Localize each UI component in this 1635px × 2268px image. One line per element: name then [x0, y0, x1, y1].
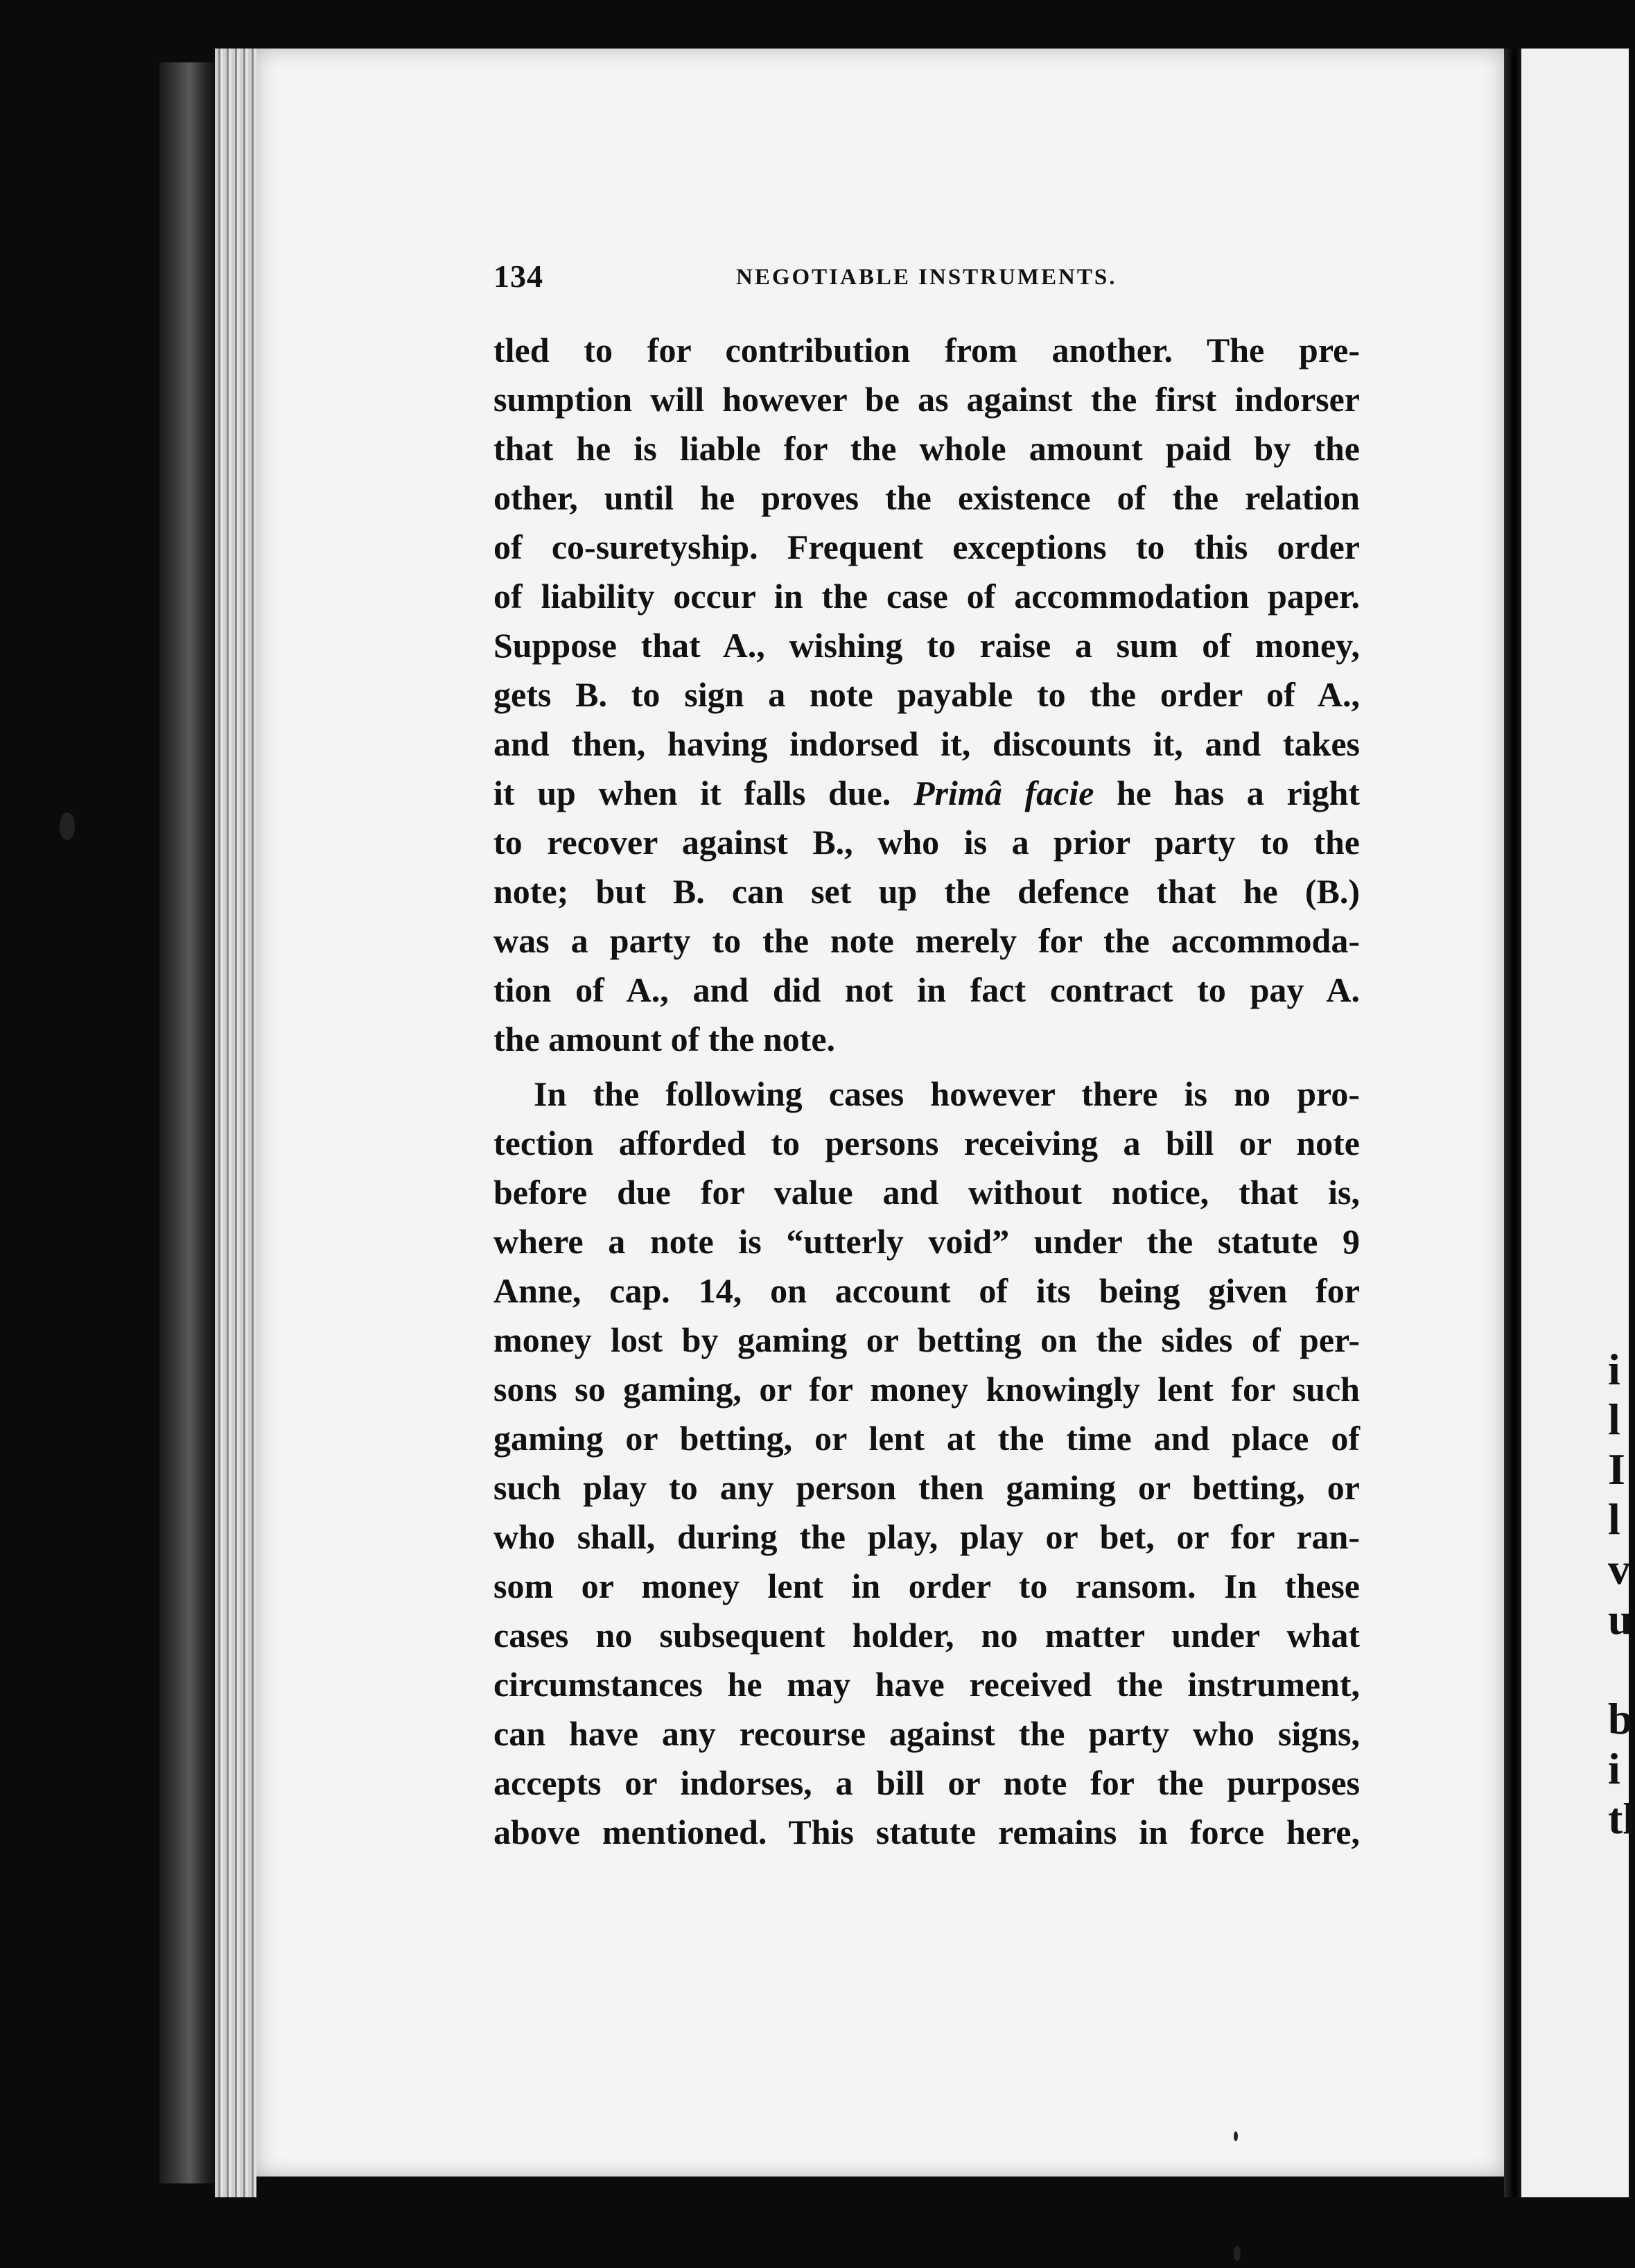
fragment-line: v	[1608, 1544, 1630, 1594]
paragraph-gap	[493, 1064, 1360, 1070]
text-line: before due for value and without notice, that is,	[493, 1173, 1360, 1212]
text-line: note; but B. can set up the defence that he (B.)	[493, 872, 1360, 911]
scan-speck	[60, 812, 75, 840]
text-segment: it up when it falls due.	[493, 774, 891, 812]
text-line: of liability occur in the case of accommodation paper.	[493, 577, 1360, 616]
fragment-line: b	[1608, 1694, 1633, 1743]
text-segment: In the following cases however there is no pro-	[534, 1074, 1360, 1113]
text-line: tion of A., and did not in fact contract to pay A.	[493, 970, 1360, 1009]
text-line: above mentioned. This statute remains in force here,	[493, 1813, 1360, 1851]
text-line: sons so gaming, or for money knowingly lent for such	[493, 1370, 1360, 1408]
text-line: such play to any person then gaming or betting, or	[493, 1468, 1360, 1507]
text-line: to recover against B., who is a prior party to the	[493, 823, 1360, 862]
text-line: tled to for contribution from another. The pre-	[493, 331, 1360, 369]
text-line	[493, 1070, 1360, 1119]
text-line: other, until he proves the existence of the relation	[493, 478, 1360, 517]
text-line-with-italic	[493, 769, 1360, 818]
text-line: sumption will however be as against the first indorser	[493, 380, 1360, 419]
next-page-edge	[1521, 49, 1635, 2197]
fragment-line	[1608, 1644, 1629, 1694]
gutter-shadow	[1504, 49, 1521, 2197]
text-line: who shall, during the play, play or bet, or for ran-	[493, 1517, 1360, 1556]
text-line: the amount of the note.	[493, 1020, 836, 1058]
running-head-title: NEGOTIABLE INSTRUMENTS.	[736, 265, 1117, 290]
text-line: gaming or betting, or lent at the time and place of	[493, 1419, 1360, 1458]
italic-phrase: Primâ facie	[913, 774, 1094, 812]
next-page-fragments	[1608, 1345, 1635, 1844]
fragment-line: i	[1608, 1744, 1620, 1793]
fragment-line: I	[1608, 1445, 1625, 1494]
text-line: gets B. to sign a note payable to the order of A.,	[493, 675, 1360, 714]
text-line: circumstances he may have received the instrument,	[493, 1665, 1360, 1704]
running-head	[493, 258, 1360, 306]
page-number: 134	[493, 259, 543, 294]
scan-speck	[1234, 2131, 1238, 2141]
fragment-line: i	[1608, 1345, 1620, 1394]
fragment-line: u	[1608, 1594, 1633, 1643]
text-line: accepts or indorses, a bill or note for the purposes	[493, 1763, 1360, 1802]
text-segment: he has a right	[1094, 774, 1360, 812]
fragment-line: l	[1608, 1494, 1620, 1544]
scan-speck	[1234, 2246, 1241, 2261]
text-line: money lost by gaming or betting on the sides of per-	[493, 1320, 1360, 1359]
fragment-line: l	[1608, 1395, 1620, 1444]
text-line: Anne, cap. 14, on account of its being given for	[493, 1271, 1360, 1310]
text-line: Suppose that A., wishing to raise a sum of money,	[493, 626, 1360, 665]
text-line: cases no subsequent holder, no matter under what	[493, 1616, 1360, 1655]
fragment-line: tl	[1608, 1794, 1635, 1843]
book-binding	[159, 62, 215, 2183]
text-line: som or money lent in order to ransom. In these	[493, 1567, 1360, 1605]
text-line: tection afforded to persons receiving a bill or note	[493, 1124, 1360, 1162]
body-text	[493, 326, 1360, 1857]
text-line: that he is liable for the whole amount paid by the	[493, 429, 1360, 468]
text-line: where a note is “utterly void” under the statute 9	[493, 1222, 1360, 1261]
text-line: and then, having indorsed it, discounts it, and takes	[493, 724, 1360, 763]
text-line: of co-suretyship. Frequent exceptions to this order	[493, 527, 1360, 566]
text-line: can have any recourse against the party who signs,	[493, 1714, 1360, 1753]
page-edges	[215, 49, 256, 2197]
text-line: was a party to the note merely for the accommoda-	[493, 921, 1360, 960]
